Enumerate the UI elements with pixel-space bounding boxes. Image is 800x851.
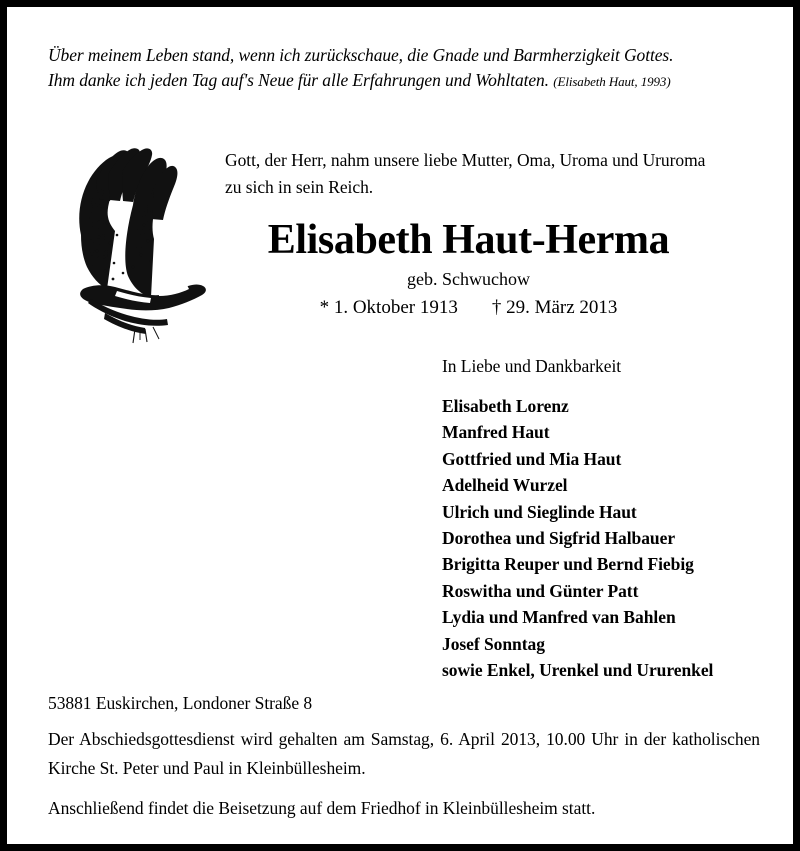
notice-sheet xyxy=(7,7,793,844)
list-item: Brigitta Reuper und Bernd Fiebig xyxy=(442,554,694,575)
deceased-maiden-name: geb. Schwuchow xyxy=(407,269,530,289)
list-item: Roswitha und Günter Patt xyxy=(442,580,639,601)
burial-details: Anschließend findet die Beisetzung auf dem Friedhof in Kleinbüllesheim statt. xyxy=(48,798,596,818)
mourner-address: 53881 Euskirchen, Londoner Straße 8 xyxy=(48,693,313,713)
intro-line-2: zu sich in sein Reich. xyxy=(225,177,374,197)
intro-text xyxy=(225,147,760,201)
quote-line-1: Über meinem Leben stand, wenn ich zurückschaue, die Gnade und Barmherzigkeit Gottes. xyxy=(48,45,674,65)
death-date: † 29. März 2013 xyxy=(491,297,618,318)
list-item: Elisabeth Lorenz xyxy=(442,396,569,416)
service-details: Der Abschiedsgottesdienst wird gehalten am Samstag, 6. April 2013, 10.00 Uhr in der katholischen Kirche St. Peter und Paul in Kleinbüllesheim. xyxy=(48,729,760,778)
survivors-list xyxy=(442,355,762,683)
list-item: Adelheid Wurzel xyxy=(442,475,568,496)
footer-details xyxy=(48,690,760,823)
deceased-block xyxy=(177,215,760,322)
quote-line-2-text: Ihm danke ich jeden Tag auf's Neue für alle Erfahrungen und Wohltaten. xyxy=(48,70,549,90)
quote-attribution: (Elisabeth Haut, 1993) xyxy=(553,74,671,89)
list-item: Gottfried und Mia Haut xyxy=(442,448,622,469)
intro-line-1: Gott, der Herr, nahm unsere liebe Mutter, Oma, Uroma und Ururoma xyxy=(225,150,706,170)
list-item: Lydia und Manfred van Bahlen xyxy=(442,607,676,628)
list-item: Josef Sonntag xyxy=(442,633,545,654)
epitaph-quote xyxy=(48,43,760,94)
list-item: Ulrich und Sieglinde Haut xyxy=(442,501,637,522)
birth-date: * 1. Oktober 1913 xyxy=(319,297,458,318)
list-item: Dorothea und Sigfrid Halbauer xyxy=(442,528,676,549)
survivors-heading: In Liebe und Dankbarkeit xyxy=(442,356,622,376)
list-item: Manfred Haut xyxy=(442,422,550,443)
quote-line-2 xyxy=(48,68,760,94)
list-item: sowie Enkel, Urenkel und Ururenkel xyxy=(442,660,714,681)
deceased-name: Elisabeth Haut-Herma xyxy=(267,217,670,263)
life-dates xyxy=(177,294,760,322)
